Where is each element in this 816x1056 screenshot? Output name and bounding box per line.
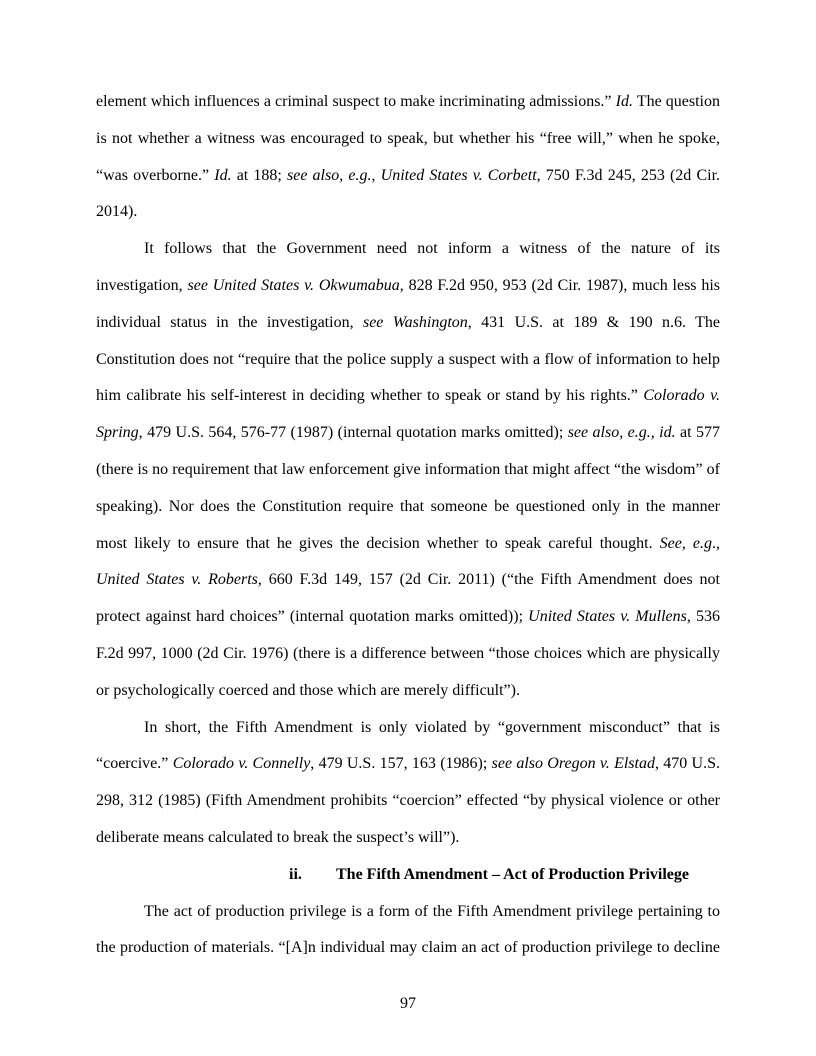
page-number: 97 [400, 995, 416, 1012]
paragraph-4: The act of production privilege is a form of the Fifth Amendment privilege pertaining to the production of materials. “[A]n individual may claim an act of production privilege to decline [96, 902, 720, 957]
heading-number: ii. [289, 865, 302, 883]
paragraph-2: It follows that the Government need not inform a witness of the nature of its investigation, see United States v. Okwumabua, 828 F.2d 950, 953 (2d Cir. 1987), much less his individual status in the investigation, see Washington, 431 U.S. at 189 & 190 n.6. The Constitution does not “require that the police supply a suspect with a flow of information to help him calibrate his self-interest in deciding whether to speak or stand by his rights.” Colorado v. Spring, 479 U.S. 564, 576-77 (1987) (internal quotation marks omitted); see also, e.g., id. at 577 (there is no requirement that law enforcement give information that might affect “the wisdom” of speaking). Nor does the Constitution require that someone be questioned only in the manner most likely to ensure that he gives the decision whether to speak careful thought. See, e.g., United States v. Roberts, 660 F.3d 149, 157 (2d Cir. 2011) (“the Fifth Amendment does not protect against hard choices” (internal quotation marks omitted)); United States v. Mullens, 536 F.2d 997, 1000 (2d Cir. 1976) (there is a difference between “those choices which are physically or psychologically coerced and those which are merely difficult”). [96, 240, 721, 699]
heading-text: The Fifth Amendment – Act of Production Privilege [336, 865, 689, 883]
section-heading [96, 857, 720, 894]
paragraph-3: In short, the Fifth Amendment is only violated by “government misconduct” that is “coercive.” Colorado v. Connelly, 479 U.S. 157, 163 (1986); see also Oregon v. Elstad, 470 U.S. 298, 312 (1985) (Fifth Amendment prohibits “coercion” effected “by physical violence or other deliberate means calculated to break the suspect’s will”). [96, 718, 721, 846]
paragraph-1: element which influences a criminal suspect to make incriminating admissions.” Id. The question is not whether a witness was encouraged to speak, but whether his “free will,” when he spoke, “was overborne.” Id. at 188; see also, e.g., United States v. Corbett, 750 F.3d 245, 253 (2d Cir. 2014). [96, 93, 721, 221]
page-body [96, 84, 720, 967]
